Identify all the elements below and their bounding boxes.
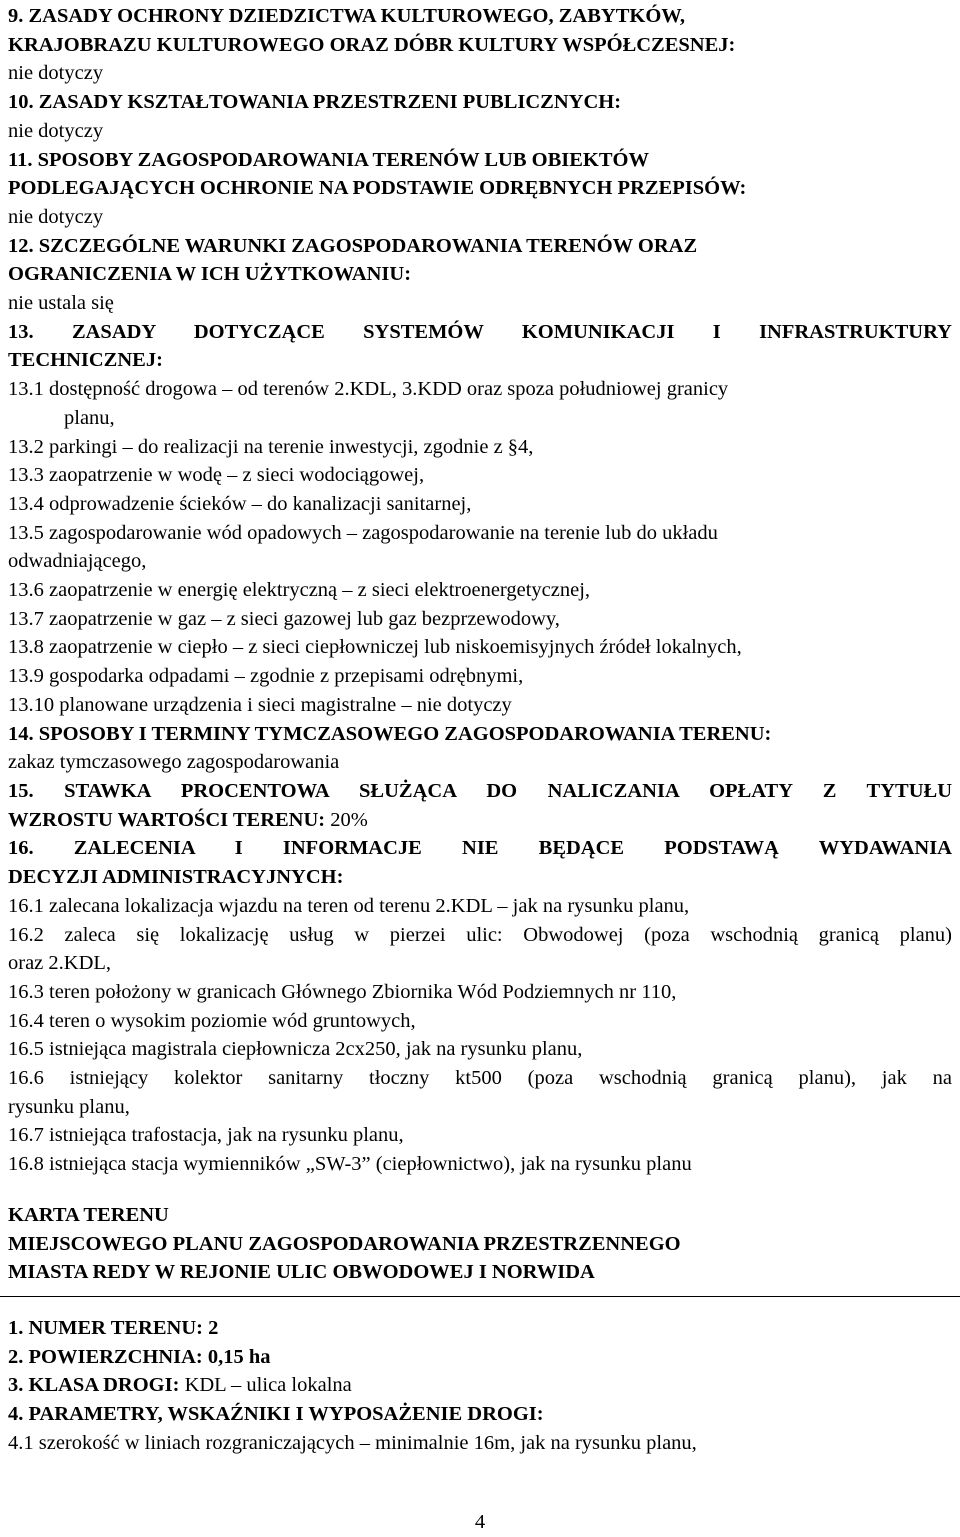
road-class-value: KDL – ulica lokalna — [184, 1374, 352, 1397]
section-13-item: 13.2 parkingi – do realizacji na terenie inwestycji, zgodnie z §4, — [8, 435, 534, 458]
section-13-item: 13.5 zagospodarowanie wód opadowych – zagospodarowanie na terenie lub do układu — [8, 521, 718, 544]
karta-subtitle-line2: MIASTA REDY W REJONIE ULIC OBWODOWEJ I NORWIDA — [8, 1261, 595, 1284]
road-area: 2. POWIERZCHNIA: 0,15 ha — [8, 1345, 271, 1368]
section-13-item: 13.6 zaopatrzenie w energię elektryczną – z sieci elektroenergetycznej, — [8, 579, 591, 602]
road-class-label: 3. KLASA DROGI: — [8, 1374, 180, 1397]
section-13-heading-line1: 13. ZASADY DOTYCZĄCE SYSTEMÓW KOMUNIKACJI I INFRASTRUKTURY — [8, 320, 952, 343]
section-16-heading-line1: 16. ZALECENIA I INFORMACJE NIE BĘDĄCE PODSTAWĄ WYDAWANIA — [8, 837, 952, 860]
section-12-value: nie ustala się — [8, 292, 114, 315]
section-13-item: 13.3 zaopatrzenie w wodę – z sieci wodociągowej, — [8, 464, 425, 487]
section-13-item: 13.4 odprowadzenie ścieków – do kanalizacji sanitarnej, — [8, 492, 472, 515]
section-16-item: 16.2 zaleca się lokalizację usług w pierzei ulic: Obwodowej (poza wschodnią granicą planu) — [8, 923, 952, 946]
section-16-item: 16.1 zalecana lokalizacja wjazdu na teren od terenu 2.KDL – jak na rysunku planu, — [8, 894, 690, 917]
section-14-value: zakaz tymczasowego zagospodarowania — [8, 751, 340, 774]
section-14-heading: 14. SPOSOBY I TERMINY TYMCZASOWEGO ZAGOSPODAROWANIA TERENU: — [8, 722, 772, 745]
section-11-heading-line2: PODLEGAJĄCYCH OCHRONIE NA PODSTAWIE ODRĘBNYCH PRZEPISÓW: — [8, 177, 747, 200]
section-15-heading-line2 — [8, 806, 952, 835]
section-15-value: 20% — [330, 808, 368, 831]
section-10-value: nie dotyczy — [8, 119, 104, 142]
road-number: 1. NUMER TERENU: 2 — [8, 1316, 219, 1339]
road-class-line — [8, 1371, 952, 1400]
section-13-item-continuation: odwadniającego, — [8, 550, 147, 573]
road-parameters-item: 4.1 szerokość w liniach rozgraniczających – minimalnie 16m, jak na rysunku planu, — [8, 1431, 697, 1454]
section-13-item: 13.10 planowane urządzenia i sieci magistralne – nie dotyczy — [8, 693, 512, 716]
horizontal-rule — [0, 1296, 960, 1297]
section-13-heading-line2: TECHNICZNEJ: — [8, 349, 163, 372]
section-16-item: 16.8 istniejąca stacja wymienników „SW-3” (ciepłownictwo), jak na rysunku planu — [8, 1153, 692, 1176]
section-15-heading-text: WZROSTU WARTOŚCI TERENU: — [8, 808, 326, 831]
section-12-heading-line2: OGRANICZENIA W ICH UŻYTKOWANIU: — [8, 263, 412, 286]
section-13-item: 13.8 zaopatrzenie w ciepło – z sieci ciepłowniczej lub niskoemisyjnych źródeł lokalnych, — [8, 636, 742, 659]
section-16-item: 16.3 teren położony w granicach Głównego Zbiornika Wód Podziemnych nr 110, — [8, 980, 677, 1003]
section-9-heading-line2: KRAJOBRAZU KULTUROWEGO ORAZ DÓBR KULTURY WSPÓŁCZESNEJ: — [8, 33, 736, 56]
section-11-value: nie dotyczy — [8, 205, 104, 228]
section-16-heading-line2: DECYZJI ADMINISTRACYJNYCH: — [8, 866, 344, 889]
section-16-item: 16.6 istniejący kolektor sanitarny tłoczny kt500 (poza wschodnią granicą planu), jak na — [8, 1067, 952, 1090]
section-9-heading-line1: 9. ZASADY OCHRONY DZIEDZICTWA KULTUROWEGO, ZABYTKÓW, — [8, 5, 686, 27]
section-16-item: 16.5 istniejąca magistrala ciepłownicza 2cx250, jak na rysunku planu, — [8, 1038, 583, 1061]
page-number: 4 — [474, 1511, 486, 1533]
section-11-heading-line1: 11. SPOSOBY ZAGOSPODAROWANIA TERENÓW LUB OBIEKTÓW — [8, 148, 649, 171]
section-15-heading-line1: 15. STAWKA PROCENTOWA SŁUŻĄCA DO NALICZANIA OPŁATY Z TYTUŁU — [8, 779, 952, 802]
section-16-item: 16.4 teren o wysokim poziomie wód gruntowych, — [8, 1009, 416, 1032]
section-13-item: 13.1 dostępność drogowa – od terenów 2.KDL, 3.KDD oraz spoza południowej granicy — [8, 378, 729, 401]
section-13-item: 13.7 zaopatrzenie w gaz – z sieci gazowej lub gaz bezprzewodowy, — [8, 607, 560, 630]
section-10-heading: 10. ZASADY KSZTAŁTOWANIA PRZESTRZENI PUBLICZNYCH: — [8, 91, 622, 114]
karta-subtitle-line1: MIEJSCOWEGO PLANU ZAGOSPODAROWANIA PRZESTRZENNEGO — [8, 1232, 681, 1255]
document-page — [8, 2, 952, 1457]
karta-title: KARTA TERENU — [8, 1203, 169, 1226]
section-9-value: nie dotyczy — [8, 62, 104, 85]
section-13-item-continuation: planu, — [64, 406, 115, 429]
section-16-item-continuation: oraz 2.KDL, — [8, 952, 112, 975]
road-parameters-heading: 4. PARAMETRY, WSKAŹNIKI I WYPOSAŻENIE DROGI: — [8, 1403, 544, 1426]
section-16-item: 16.7 istniejąca trafostacja, jak na rysunku planu, — [8, 1124, 404, 1147]
spacer — [8, 1287, 952, 1314]
section-16-item-continuation: rysunku planu, — [8, 1095, 130, 1118]
section-12-heading-line1: 12. SZCZEGÓLNE WARUNKI ZAGOSPODAROWANIA TERENÓW ORAZ — [8, 234, 698, 257]
spacer — [8, 1179, 952, 1201]
section-13-item: 13.9 gospodarka odpadami – zgodnie z przepisami odrębnymi, — [8, 665, 524, 688]
